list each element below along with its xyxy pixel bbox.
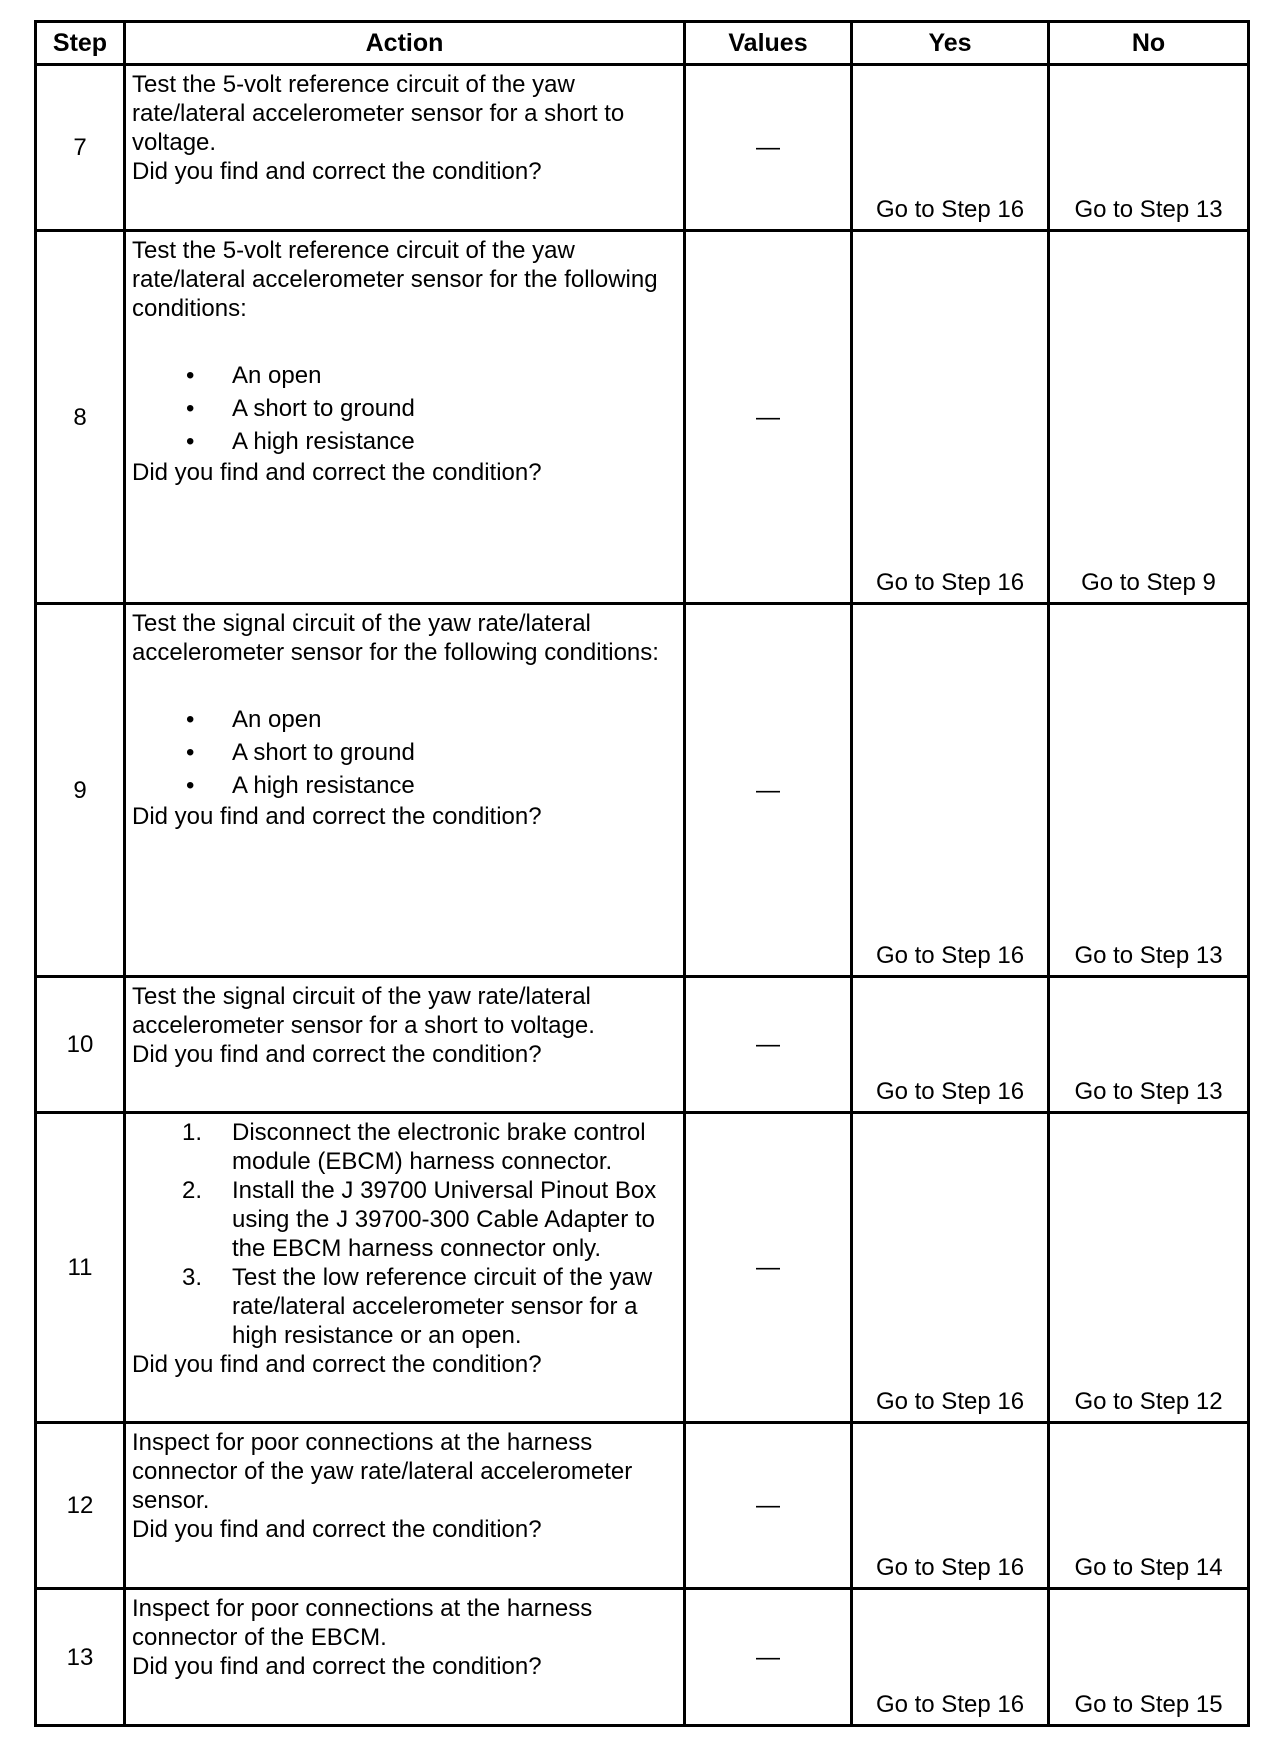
header-step: Step [36, 22, 125, 65]
yes-link[interactable]: Go to Step 16 [852, 1589, 1049, 1726]
action-text: Test the signal circuit of the yaw rate/lateral accelerometer sensor for a short to voltage. [132, 983, 595, 1039]
action-cell [125, 1113, 685, 1423]
header-row [36, 22, 1249, 65]
step-number: 8 [36, 231, 125, 604]
table-row [36, 65, 1249, 231]
substep-number: 3. [182, 1264, 203, 1291]
list-item: • An open [132, 359, 680, 392]
table-row [36, 231, 1249, 604]
action-text: Test the signal circuit of the yaw rate/lateral accelerometer sensor for the following conditions: [132, 610, 659, 666]
action-text: Test the 5-volt reference circuit of the yaw rate/lateral accelerometer sensor for the following conditions: [132, 237, 658, 322]
list-item: • A short to ground [132, 736, 680, 769]
table-row [36, 1113, 1249, 1423]
step-number: 11 [36, 1113, 125, 1423]
header-no: No [1049, 22, 1249, 65]
action-cell [125, 604, 685, 977]
step-number: 7 [36, 65, 125, 231]
no-link[interactable]: Go to Step 12 [1049, 1113, 1249, 1423]
table-row [36, 604, 1249, 977]
list-item: • An open [132, 703, 680, 736]
values-cell: — [685, 977, 852, 1113]
action-cell [125, 977, 685, 1113]
values-cell: — [685, 65, 852, 231]
header-action: Action [125, 22, 685, 65]
substep-text: Install the J 39700 Universal Pinout Box using the J 39700-300 Cable Adapter to the EBCM harness connector only. [232, 1177, 657, 1262]
action-text: Test the 5-volt reference circuit of the yaw rate/lateral accelerometer sensor for a short to voltage. [132, 71, 625, 156]
diagnostic-table [34, 20, 1250, 1727]
list-item [132, 1118, 680, 1176]
list-item [132, 1176, 680, 1263]
yes-link[interactable]: Go to Step 16 [852, 1423, 1049, 1589]
list-item: • A short to ground [132, 392, 680, 425]
step-number: 10 [36, 977, 125, 1113]
step-number: 13 [36, 1589, 125, 1726]
action-question: Did you find and correct the condition? [132, 803, 542, 830]
procedure-list [132, 1118, 680, 1350]
yes-link[interactable]: Go to Step 16 [852, 604, 1049, 977]
values-cell: — [685, 604, 852, 977]
action-question: Did you find and correct the condition? [132, 1653, 542, 1680]
step-number: 9 [36, 604, 125, 977]
action-cell [125, 231, 685, 604]
values-cell: — [685, 231, 852, 604]
yes-link[interactable]: Go to Step 16 [852, 65, 1049, 231]
list-item [132, 1263, 680, 1350]
action-text: Inspect for poor connections at the harness connector of the yaw rate/lateral accelerometer sensor. [132, 1429, 633, 1514]
substep-text: Disconnect the electronic brake control module (EBCM) harness connector. [232, 1119, 646, 1175]
values-cell: — [685, 1589, 852, 1726]
no-link[interactable]: Go to Step 14 [1049, 1423, 1249, 1589]
condition-list [132, 703, 680, 802]
no-link[interactable]: Go to Step 13 [1049, 604, 1249, 977]
substep-number: 2. [182, 1177, 203, 1204]
substep-number: 1. [182, 1119, 203, 1146]
action-question: Did you find and correct the condition? [132, 459, 542, 486]
header-values: Values [685, 22, 852, 65]
yes-link[interactable]: Go to Step 16 [852, 977, 1049, 1113]
header-yes: Yes [852, 22, 1049, 65]
no-link[interactable]: Go to Step 13 [1049, 977, 1249, 1113]
action-question: Did you find and correct the condition? [132, 1351, 542, 1378]
action-cell [125, 65, 685, 231]
no-link[interactable]: Go to Step 13 [1049, 65, 1249, 231]
list-item: • A high resistance [132, 769, 680, 802]
yes-link[interactable]: Go to Step 16 [852, 231, 1049, 604]
table-row [36, 977, 1249, 1113]
table-row [36, 1589, 1249, 1726]
no-link[interactable]: Go to Step 15 [1049, 1589, 1249, 1726]
values-cell: — [685, 1423, 852, 1589]
table-row [36, 1423, 1249, 1589]
yes-link[interactable]: Go to Step 16 [852, 1113, 1049, 1423]
substep-text: Test the low reference circuit of the yaw rate/lateral accelerometer sensor for a high resistance or an open. [232, 1264, 653, 1349]
action-question: Did you find and correct the condition? [132, 1516, 542, 1543]
list-item: • A high resistance [132, 425, 680, 458]
step-number: 12 [36, 1423, 125, 1589]
no-link[interactable]: Go to Step 9 [1049, 231, 1249, 604]
action-question: Did you find and correct the condition? [132, 1041, 542, 1068]
condition-list [132, 359, 680, 458]
action-cell [125, 1589, 685, 1726]
values-cell: — [685, 1113, 852, 1423]
action-text: Inspect for poor connections at the harness connector of the EBCM. [132, 1595, 593, 1651]
action-cell [125, 1423, 685, 1589]
action-question: Did you find and correct the condition? [132, 158, 542, 185]
